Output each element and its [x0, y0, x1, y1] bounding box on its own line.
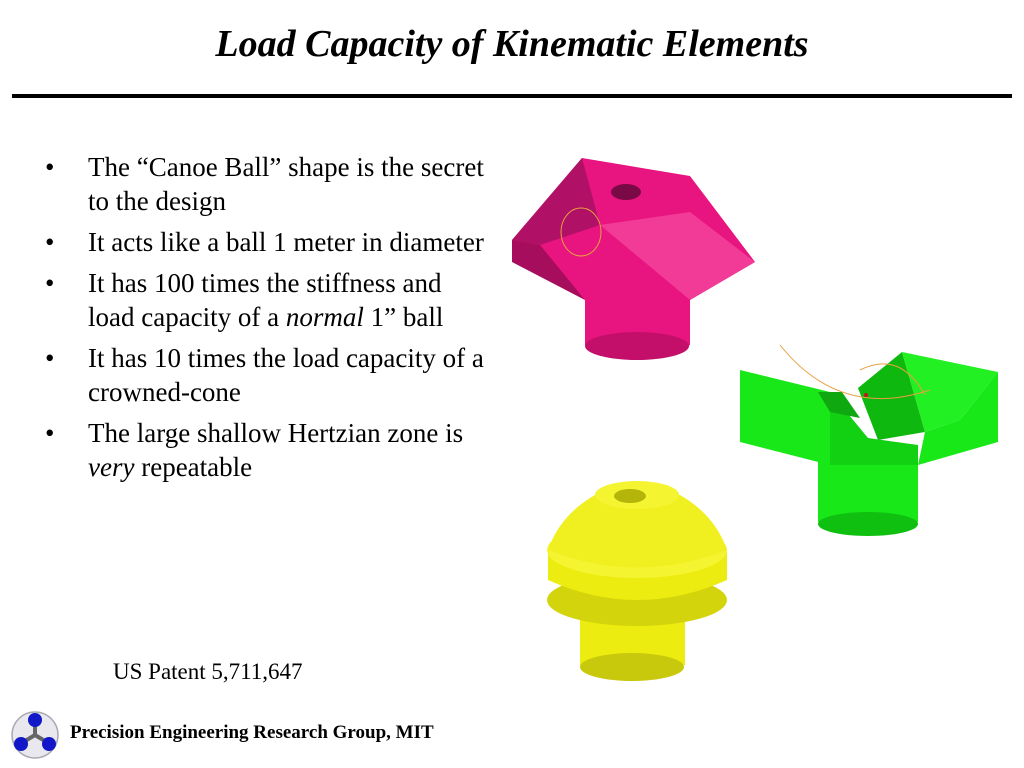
bullet-text: The “Canoe Ball” shape is the secret to the design [88, 152, 484, 216]
canoe-ball-model [512, 158, 755, 360]
footer-credit: Precision Engineering Research Group, MIT [70, 722, 434, 743]
title-divider [12, 94, 1012, 98]
patent-number: US Patent 5,711,647 [113, 659, 303, 684]
bullet-text: It has 100 times the stiffness and load capacity of a [88, 268, 442, 332]
kinematic-elements-illustration [505, 140, 1010, 700]
mit-perg-logo [10, 710, 60, 760]
bullet-emphasis: normal [285, 302, 364, 332]
bullet-text-tail: repeatable [134, 452, 253, 482]
bullet-item [40, 416, 490, 484]
bullet-item [40, 150, 490, 218]
bullet-list [40, 150, 490, 491]
v-groove-model [740, 345, 998, 536]
bullet-text-tail: 1” ball [363, 302, 444, 332]
crowned-cone-model [547, 481, 727, 681]
slide-title: Load Capacity of Kinematic Elements [215, 23, 809, 65]
bullet-item [40, 266, 490, 334]
bullet-text: It has 10 times the load capacity of a crowned-cone [88, 343, 484, 407]
bullet-emphasis: very [88, 452, 135, 482]
bullet-text: It acts like a ball 1 meter in diameter [88, 227, 484, 257]
bullet-item [40, 225, 490, 259]
bullet-item [40, 341, 490, 409]
bullet-text: The large shallow Hertzian zone is [88, 418, 464, 448]
